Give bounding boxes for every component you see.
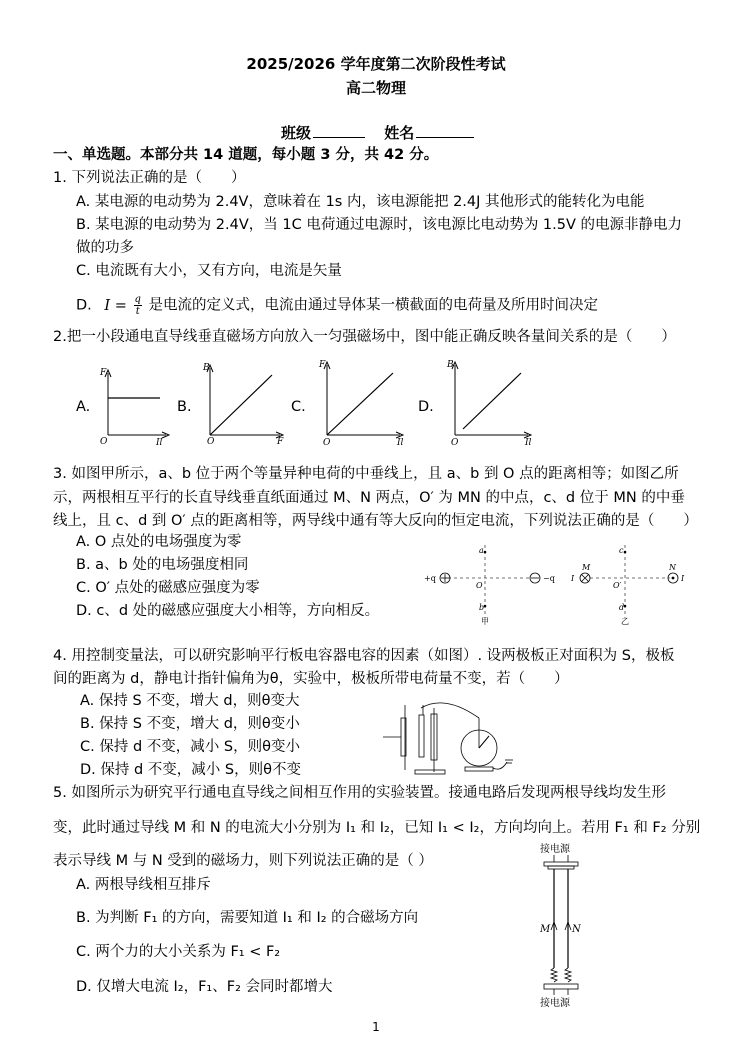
q5-fig-m-label: M	[540, 924, 551, 935]
q5-option-d: D. 仅增大电流 I₂，F₁、F₂ 会同时都增大	[76, 979, 333, 995]
class-label: 班级	[281, 124, 312, 142]
q4-line-2: 间的距离为 d，静电计指针偏角为θ，实验中，极板所带电荷量不变，若（ ）	[53, 671, 569, 687]
q5-fig-top-label: 接电源	[540, 844, 570, 855]
exam-subtitle: 高二物理	[345, 79, 406, 97]
q3-figure-jia	[420, 540, 570, 630]
q3-option-c: C. O′ 点处的磁感应强度为零	[76, 580, 260, 596]
q2-a-x-label: Il	[156, 438, 163, 448]
q3-fig-i2-label: I	[681, 574, 685, 583]
q1-option-b: B. 某电源的电动势为 2.4V，当 1C 电荷通过电源时，该电源比电动势为 1.5V 的电源非静电力	[76, 217, 683, 233]
q2-a-origin: O	[100, 437, 108, 447]
q2-c-y-label: F	[319, 360, 326, 370]
exam-title: 2025/2026 学年度第二次阶段性考试	[246, 55, 506, 73]
q3-option-d: D. c、d 处的磁感应强度大小相等，方向相反。	[76, 603, 380, 619]
q3-figure-yi	[565, 540, 695, 630]
class-field	[281, 123, 474, 143]
q2-b-origin: O	[207, 437, 215, 447]
q5-fig-bottom-label: 接电源	[540, 998, 570, 1009]
q3-option-b: B. a、b 处的电场强度相同	[76, 557, 249, 573]
q2-option-a-letter: A.	[76, 399, 91, 415]
page-number: 1	[372, 1020, 380, 1034]
q3-fig-a-label: a	[479, 546, 484, 555]
q3-fig-c-label: c	[619, 546, 624, 555]
q3-fig-m-label: M	[582, 563, 591, 572]
q5-option-c: C. 两个力的大小关系为 F₁ < F₂	[76, 944, 281, 960]
q4-option-c: C. 保持 d 不变，减小 S，则θ变小	[80, 739, 300, 755]
q5-fig-n-label: N	[572, 924, 581, 935]
q2-b-x-label: F	[277, 437, 284, 447]
q2-graph-a	[98, 365, 178, 448]
q3-fig-minus-q: −q	[543, 574, 555, 583]
q5-line-2: 变，此时通过导线 M 和 N 的电流大小分别为 I₁ 和 I₂，已知 I₁ < I₂，方向均向上。若用 F₁ 和 F₂ 分别	[53, 820, 701, 836]
q2-c-x-label: Il	[397, 438, 404, 448]
q2-d-y-label: B	[447, 360, 454, 370]
q1-d-formula-lhs: I =	[104, 297, 127, 314]
q3-fig-o-prime-label: O′	[613, 581, 622, 590]
q1-option-b-cont: 做的功多	[76, 240, 134, 256]
q2-a-y-label: F	[100, 368, 107, 378]
q1-d-fraction	[134, 294, 142, 317]
q3-fig-d-label: d	[619, 603, 625, 612]
name-blank	[416, 137, 474, 138]
q1-d-numerator: q	[134, 294, 141, 305]
q4-option-b: B. 保持 S 不变，增大 d，则θ变小	[80, 716, 300, 732]
q3-fig-caption-jia: 甲	[481, 617, 489, 626]
q4-line-1: 4. 用控制变量法，可以研究影响平行板电容器电容的因素（如图）. 设两极板正对面积为 S，极板	[53, 648, 675, 664]
q3-option-a: A. O 点处的电场强度为零	[76, 534, 242, 550]
q5-line-1: 5. 如图所示为研究平行通电直导线之间相互作用的实验装置。接通电路后发现两根导线均发生形	[53, 785, 666, 801]
class-blank	[313, 137, 365, 138]
q2-graph-d	[443, 357, 538, 452]
section-heading: 一、单选题。本部分共 14 道题，每小题 3 分，共 42 分。	[53, 147, 439, 163]
q2-b-y-label: B	[203, 363, 210, 373]
q2-option-b-letter: B.	[177, 399, 192, 415]
q1-stem: 1. 下列说法正确的是（ ）	[53, 170, 246, 186]
q2-graph-c	[315, 357, 410, 452]
q2-c-origin: O	[323, 438, 331, 448]
q2-d-x-label: Il	[525, 438, 532, 448]
q2-d-origin: O	[451, 438, 459, 448]
q4-option-d: D. 保持 d 不变，减小 S，则θ不变	[80, 762, 301, 778]
q2-option-d-letter: D.	[418, 399, 434, 415]
q2-graph-b	[200, 360, 290, 450]
q3-line-1: 3. 如图甲所示，a、b 位于两个等量异种电荷的中垂线上，且 a、b 到 O 点的距离相等；如图乙所	[53, 466, 679, 482]
q1-option-d	[76, 294, 598, 317]
q1-d-letter: D.	[76, 297, 92, 314]
q3-fig-plus-q: +q	[424, 574, 436, 583]
name-label: 姓名	[384, 124, 415, 142]
q1-d-denominator: t	[135, 306, 140, 317]
q1-option-a: A. 某电源的电动势为 2.4V，意味着在 1s 内，该电源能把 2.4J 其他形式的能转化为电能	[76, 194, 645, 210]
q3-fig-b-label: b	[479, 603, 485, 612]
q2-stem: 2.把一小段通电直导线垂直磁场方向放入一匀强磁场中，图中能正确反映各量间关系的是（ ）	[53, 329, 676, 345]
q3-fig-o-label: O	[476, 581, 483, 590]
q1-option-c: C. 电流既有大小，又有方向，电流是矢量	[76, 263, 342, 279]
q2-option-c-letter: C.	[291, 399, 306, 415]
q4-option-a: A. 保持 S 不变，增大 d，则θ变大	[80, 693, 300, 709]
q4-capacitor-apparatus	[375, 700, 525, 780]
q3-fig-caption-yi: 乙	[621, 617, 629, 626]
q3-fig-i1-label: I	[571, 574, 575, 583]
q5-parallel-wires-apparatus	[522, 840, 602, 1015]
q1-d-text: 是电流的定义式，电流由通过导体某一横截面的电荷量及所用时间决定	[148, 297, 599, 314]
q3-line-2: 示，两根相互平行的长直导线垂直纸面通过 M、N 两点，O′ 为 MN 的中点，c、d 位于 MN 的中垂	[53, 490, 685, 506]
q5-option-b: B. 为判断 F₁ 的方向，需要知道 I₁ 和 I₂ 的合磁场方向	[76, 910, 419, 926]
q3-line-3: 线上，且 c、d 到 O′ 点的距离相等，两导线中通有等大反向的恒定电流，下列说法正确的是（ ）	[53, 513, 698, 529]
q3-fig-n-label: N	[669, 563, 676, 572]
q5-option-a: A. 两根导线相互排斥	[76, 877, 211, 893]
q5-line-3: 表示导线 M 与 N 受到的磁场力，则下列说法正确的是（ ）	[53, 853, 433, 869]
